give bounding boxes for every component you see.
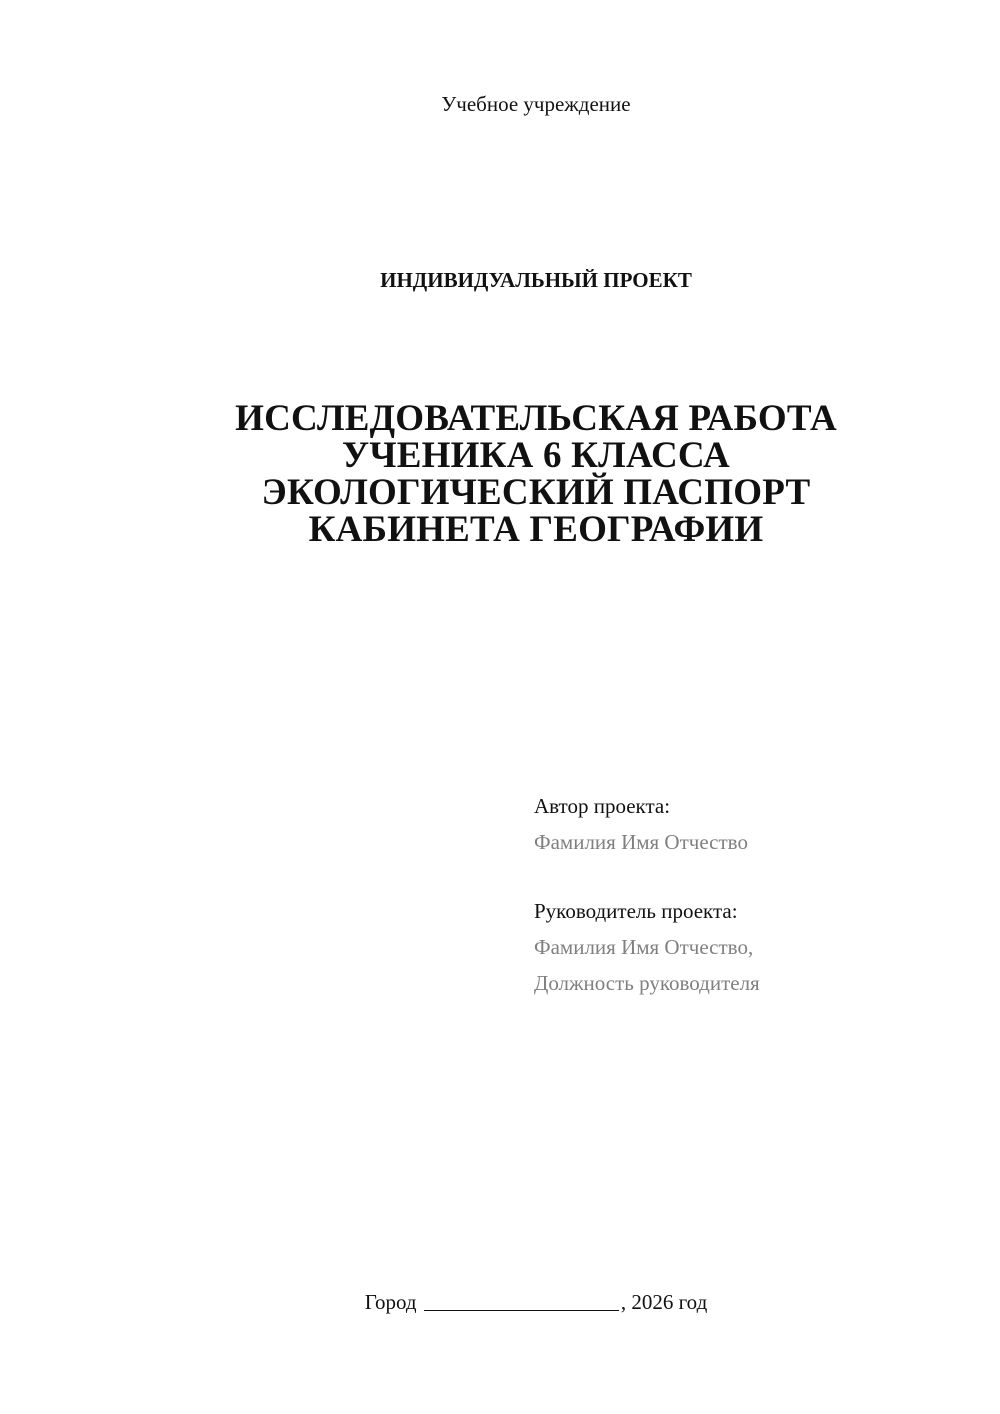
project-kind-heading: ИНДИВИДУАЛЬНЫЙ ПРОЕКТ [380, 268, 692, 292]
supervisor-block [534, 893, 760, 1001]
title-line-2: УЧЕНИКА 6 КЛАССА [342, 435, 730, 476]
title-line-4: КАБИНЕТА ГЕОГРАФИИ [308, 509, 764, 550]
supervisor-label: Руководитель проекта: [534, 899, 738, 923]
institution-name: Учебное учреждение [441, 92, 631, 116]
supervisor-name: Фамилия Имя Отчество, [534, 935, 754, 959]
title-line-1: ИССЛЕДОВАТЕЛЬСКАЯ РАБОТА [235, 398, 837, 439]
author-block [534, 788, 748, 860]
title-line-3: ЭКОЛОГИЧЕСКИЙ ПАСПОРТ [261, 472, 811, 513]
author-name: Фамилия Имя Отчество [534, 830, 748, 854]
supervisor-position: Должность руководителя [534, 971, 760, 995]
author-label: Автор проекта: [534, 794, 671, 818]
footer-city-year [0, 1290, 1000, 1315]
project-title [0, 400, 1000, 548]
city-blank-line [424, 1292, 619, 1311]
year-text: , 2026 год [620, 1290, 708, 1314]
city-label: Город [364, 1290, 417, 1314]
